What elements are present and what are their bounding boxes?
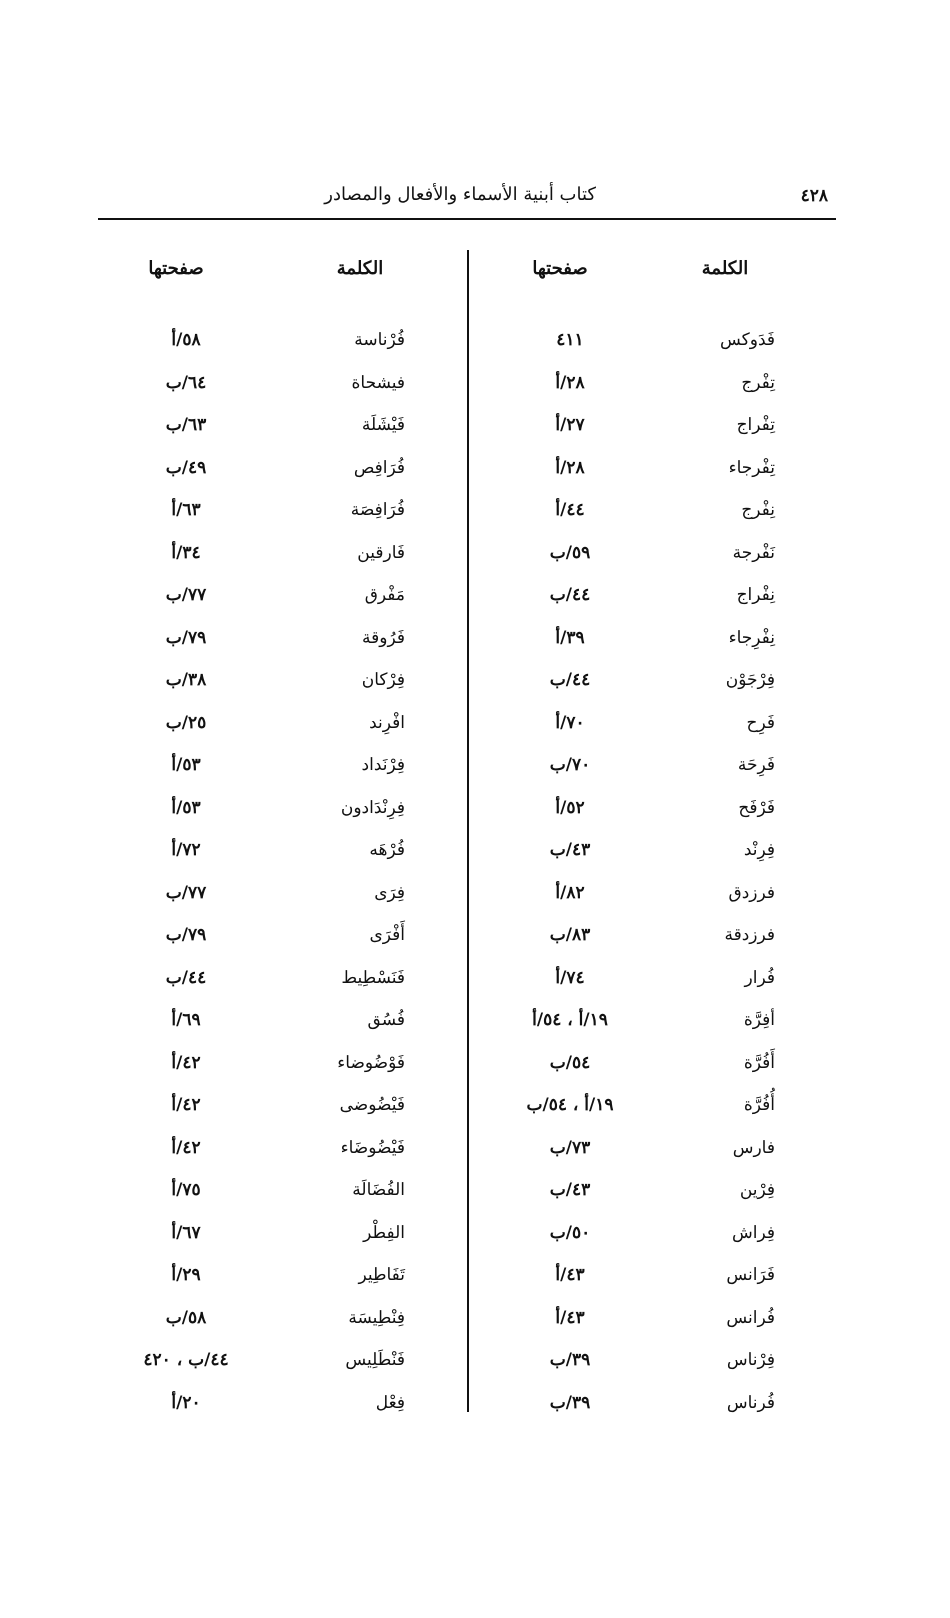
right-column-word: فُرار <box>744 967 775 988</box>
index-row <box>0 1350 950 1393</box>
right-column-page: ٧٠/أ <box>555 712 585 733</box>
left-column-word: أَفْرَى <box>369 925 405 945</box>
left-column-page: ٢٩/أ <box>171 1265 201 1285</box>
right-column-page: ١٩/أ ، ٥٤/ب <box>526 1095 614 1115</box>
right-column-word: فِرْين <box>739 1180 775 1200</box>
right-column-page: ٢٨/أ <box>555 372 585 393</box>
index-row <box>0 1010 950 1053</box>
right-column-word: فِراش <box>732 1222 775 1243</box>
left-column-page: ٤٤/ب ، ٤٢٠ <box>143 1350 229 1370</box>
left-column-page: ٣٨/ب <box>165 670 207 690</box>
left-column-page: ٥٨/أ <box>171 330 201 350</box>
index-row <box>0 670 950 713</box>
index-row <box>0 1265 950 1308</box>
left-column-word: فُرَافِصَة <box>350 500 405 520</box>
right-column-page: ٢٨/أ <box>555 457 585 478</box>
right-column-page: ٤٣/ب <box>549 1180 591 1200</box>
index-row <box>0 543 950 586</box>
index-row <box>0 373 950 416</box>
right-column-word: أُفُرَّة <box>743 1095 775 1115</box>
right-column-word: فرزدقة <box>724 925 775 945</box>
index-row <box>0 798 950 841</box>
right-column-word: نِفْرج <box>741 500 775 520</box>
left-column-page: ٧٢/أ <box>171 840 201 860</box>
right-column-word: فَرَانس <box>726 1265 775 1285</box>
running-header <box>98 180 836 220</box>
left-column-page: ٦٣/أ <box>171 500 201 520</box>
right-column-word: فَرِح <box>746 712 775 733</box>
right-column-page: ٨٢/أ <box>555 882 585 903</box>
right-page-header: صفحتها <box>532 258 588 279</box>
left-column-page: ٤٢/أ <box>171 1095 201 1115</box>
left-column-word: فُرْناسة <box>354 330 405 350</box>
left-column-word: فَنَسْطِيط <box>341 967 405 988</box>
index-row <box>0 1095 950 1138</box>
index-table <box>0 330 950 1435</box>
left-column-word: فِرْنَداد <box>361 755 405 775</box>
left-column-word: فُرَافِص <box>353 457 405 478</box>
left-page-header: صفحتها <box>148 258 204 279</box>
right-column-page: ٤٤/ب <box>549 585 591 605</box>
left-column-page: ٥٨/ب <box>165 1307 207 1328</box>
index-row <box>0 500 950 543</box>
right-column-word: فَدَوكس <box>719 330 775 350</box>
right-column-word: فِرِنْد <box>743 840 775 860</box>
right-column-word: فِرْناس <box>726 1350 775 1370</box>
right-column-word: فَرِحَة <box>737 755 775 775</box>
left-column-page: ٤٤/ب <box>165 967 207 988</box>
left-column-word: فِرِنْدَادون <box>340 797 405 818</box>
right-column-page: ٣٩/ب <box>549 1392 591 1413</box>
index-row <box>0 415 950 458</box>
left-column-page: ٦٩/أ <box>171 1010 201 1030</box>
left-column-word: افْرِند <box>369 712 405 733</box>
left-column-word: فيشحاة <box>351 372 405 393</box>
right-column-page: ٥٠/ب <box>549 1222 591 1243</box>
left-column-page: ٥٣/أ <box>171 797 201 818</box>
right-column-page: ٧٤/أ <box>555 967 585 988</box>
right-column-page: ١٩/أ ، ٥٤/أ <box>532 1010 608 1030</box>
left-column-page: ٦٣/ب <box>165 415 207 435</box>
left-column-word: الفُضَالَة <box>352 1180 405 1200</box>
running-title: كتاب أبنية الأسماء والأفعال والمصادر <box>324 184 596 205</box>
left-column-page: ٥٣/أ <box>171 755 201 775</box>
left-column-page: ٤٢/أ <box>171 1052 201 1073</box>
right-column-page: ٧٣/ب <box>549 1137 591 1158</box>
left-column-word: مَفْرق <box>364 585 405 605</box>
right-column-page: ٢٧/أ <box>555 415 585 435</box>
right-column-word: فُرناس <box>726 1392 775 1413</box>
index-row <box>0 1308 950 1351</box>
left-column-page: ٢٠/أ <box>171 1392 201 1413</box>
left-column-word: فَنْطَلِيس <box>345 1350 405 1370</box>
left-column-page: ٣٤/أ <box>171 542 201 563</box>
left-column-page: ٧٥/أ <box>171 1180 201 1200</box>
left-column-page: ٧٧/ب <box>165 882 207 903</box>
right-column-word: فارس <box>732 1137 775 1158</box>
index-row <box>0 755 950 798</box>
left-column-word: فَيْشَلَة <box>361 415 405 435</box>
right-word-header: الكلمة <box>701 258 749 279</box>
left-column-page: ٧٩/ب <box>165 627 207 648</box>
right-column-word: فُرانس <box>726 1307 775 1328</box>
right-column-word: فرزدق <box>728 882 775 903</box>
index-row <box>0 458 950 501</box>
index-row <box>0 925 950 968</box>
left-column-page: ٢٥/ب <box>165 712 207 733</box>
left-column-word: فَيْضُوضى <box>339 1095 405 1115</box>
right-column-page: ٨٣/ب <box>549 925 591 945</box>
index-row <box>0 713 950 756</box>
left-column-word: تَفَاطِير <box>358 1265 405 1285</box>
left-column-word: الفِطْر <box>363 1222 405 1243</box>
right-column-word: تِفْرج <box>741 372 775 393</box>
left-column-page: ٤٢/أ <box>171 1137 201 1158</box>
right-column-word: نِفْراج <box>736 585 775 605</box>
index-row <box>0 1180 950 1223</box>
left-column-page: ٤٩/ب <box>165 457 207 478</box>
right-column-word: نِفْرِجاء <box>728 627 775 648</box>
left-column-word: فَرُوقة <box>362 627 405 648</box>
right-column-page: ٤٣/أ <box>555 1265 585 1285</box>
right-column-page: ٤٣/ب <box>549 840 591 860</box>
index-row <box>0 840 950 883</box>
right-column-page: ٥٤/ب <box>549 1052 591 1073</box>
right-column-page: ٣٩/ب <box>549 1350 591 1370</box>
left-column-word: فُرْهَه <box>369 840 405 860</box>
index-row <box>0 1138 950 1181</box>
right-column-word: نَفْرجة <box>732 542 775 563</box>
left-word-header: الكلمة <box>336 258 384 279</box>
right-column-page: ٧٠/ب <box>549 755 591 775</box>
index-row <box>0 585 950 628</box>
left-column-word: فِنْطِيسَة <box>348 1307 405 1328</box>
left-column-word: فِرَى <box>374 882 405 903</box>
right-column-page: ٤٤/ب <box>549 670 591 690</box>
left-column-page: ٦٤/ب <box>165 372 207 393</box>
right-column-word: فِرْجَوْن <box>725 670 775 690</box>
right-column-page: ٣٩/أ <box>555 627 585 648</box>
index-row <box>0 883 950 926</box>
right-column-page: ٥٩/ب <box>549 542 591 563</box>
index-row <box>0 1223 950 1266</box>
left-column-page: ٧٩/ب <box>165 925 207 945</box>
index-row <box>0 1053 950 1096</box>
page-number: ٤٢٨ <box>800 186 828 206</box>
right-column-page: ٤٤/أ <box>555 500 585 520</box>
left-column-word: فِرْكان <box>361 670 405 690</box>
index-row <box>0 968 950 1011</box>
left-column-word: فِعْل <box>375 1392 405 1413</box>
left-column-page: ٦٧/أ <box>171 1222 201 1243</box>
left-column-word: فَوْضُوضاء <box>337 1052 405 1073</box>
right-column-word: فَرْفَح <box>738 797 775 818</box>
index-row <box>0 628 950 671</box>
index-row <box>0 1393 950 1436</box>
right-column-page: ٤١١ <box>556 330 584 350</box>
left-column-word: فَيْضُوضَاء <box>340 1137 405 1158</box>
right-column-word: أَفُرَّة <box>743 1052 775 1073</box>
right-column-page: ٤٣/أ <box>555 1307 585 1328</box>
right-column-word: تِفْرجاء <box>728 457 775 478</box>
right-column-word: أفِرَّة <box>743 1010 775 1030</box>
index-row <box>0 330 950 373</box>
right-column-word: تِفْراج <box>736 415 775 435</box>
left-column-word: فَارقين <box>357 542 405 563</box>
left-column-word: فُسُق <box>367 1010 405 1030</box>
left-column-page: ٧٧/ب <box>165 585 207 605</box>
right-column-page: ٥٢/أ <box>555 797 585 818</box>
